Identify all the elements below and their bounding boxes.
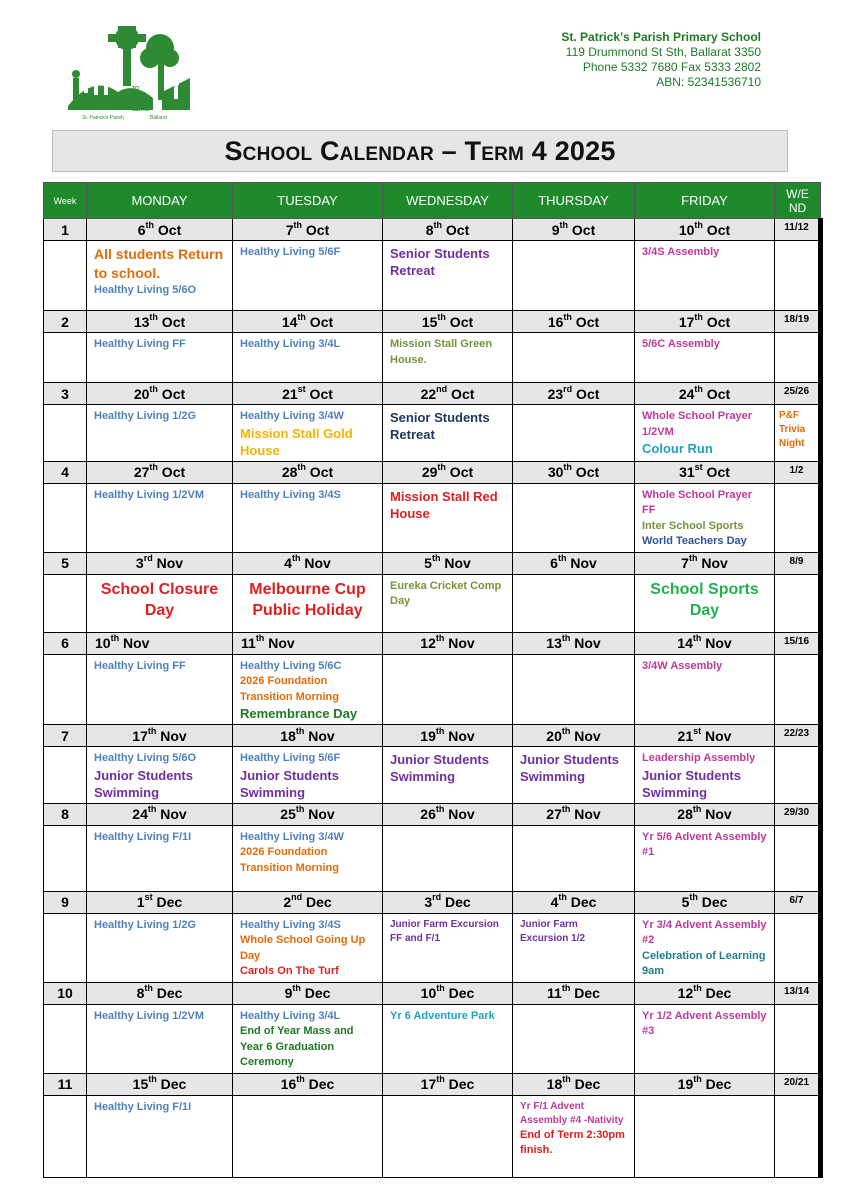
events-thursday — [513, 574, 635, 632]
date-monday: 10th Nov — [87, 632, 233, 654]
week-number: 4 — [44, 461, 87, 483]
date-friday: 17th Oct — [635, 311, 775, 333]
calendar-event: School Sports Day — [650, 580, 759, 619]
week-date-row — [44, 803, 821, 825]
calendar-event: 3/4S Assembly — [642, 246, 720, 258]
date-friday: 7th Nov — [635, 552, 775, 574]
calendar-event: Junior Students Swimming — [642, 767, 741, 800]
calendar-event: Healthy Living 3/4L — [240, 338, 341, 350]
week-date-row — [44, 982, 821, 1004]
events-wednesday — [383, 825, 513, 891]
date-monday: 6th Oct — [87, 219, 233, 241]
events-friday — [635, 913, 775, 982]
events-thursday — [513, 333, 635, 383]
calendar-event: Healthy Living 1/2VM — [94, 1009, 205, 1022]
week-date-row — [44, 461, 821, 483]
events-friday — [635, 1004, 775, 1073]
weekend-events — [775, 1004, 821, 1073]
week-date-row — [44, 552, 821, 574]
weekend-dates: 13/14 — [775, 982, 821, 1004]
events-tuesday — [233, 483, 383, 552]
calendar-event: Whole School Prayer 1/2VM — [642, 410, 753, 438]
events-thursday — [513, 405, 635, 462]
date-monday: 17th Nov — [87, 725, 233, 747]
events-monday — [87, 654, 233, 725]
events-monday — [87, 333, 233, 383]
calendar-event: Yr 1/2 Advent Assembly #3 — [642, 1009, 767, 1037]
events-monday — [87, 825, 233, 891]
weekend-dates: 20/21 — [775, 1073, 821, 1095]
weekend-dates: 1/2 — [775, 461, 821, 483]
date-wednesday: 12th Nov — [383, 632, 513, 654]
weekend-events — [775, 1095, 821, 1177]
week-number-blank — [44, 747, 87, 804]
week-number-blank — [44, 825, 87, 891]
calendar-event: Healthy Living FF — [94, 338, 186, 350]
date-tuesday: 16th Dec — [233, 1073, 383, 1095]
calendar-event: Junior Students Swimming — [94, 767, 193, 800]
events-wednesday — [383, 1095, 513, 1177]
header-wednesday: WEDNESDAY — [383, 183, 513, 219]
date-thursday: 9th Oct — [513, 219, 635, 241]
calendar-event: Healthy Living 5/6C — [240, 659, 342, 672]
calendar-event: Junior Students Swimming — [520, 752, 619, 784]
weekend-dates: 29/30 — [775, 803, 821, 825]
date-tuesday: 28th Oct — [233, 461, 383, 483]
calendar-header-row — [44, 183, 821, 219]
events-wednesday — [383, 333, 513, 383]
date-friday: 24th Oct — [635, 383, 775, 405]
events-friday — [635, 241, 775, 311]
date-monday: 20th Oct — [87, 383, 233, 405]
date-wednesday: 8th Oct — [383, 219, 513, 241]
date-tuesday: 7th Oct — [233, 219, 383, 241]
events-wednesday — [383, 483, 513, 552]
header-week: Week — [44, 183, 87, 219]
calendar-event: Healthy Living F/1I — [94, 830, 192, 843]
calendar-event: Yr 6 Adventure Park — [390, 1009, 495, 1022]
school-name: St. Patrick’s Parish Primary School — [561, 30, 761, 44]
date-wednesday: 10th Dec — [383, 982, 513, 1004]
date-friday: 28th Nov — [635, 803, 775, 825]
weekend-events — [775, 747, 821, 804]
date-monday: 24th Nov — [87, 803, 233, 825]
school-logo — [58, 22, 198, 122]
week-events-row — [44, 825, 821, 891]
calendar-event: Healthy Living 5/6O — [94, 752, 197, 764]
calendar-event: Healthy Living FF — [94, 659, 186, 672]
date-friday: 12th Dec — [635, 982, 775, 1004]
week-events-row — [44, 333, 821, 383]
weekend-events — [775, 913, 821, 982]
week-date-row — [44, 219, 821, 241]
events-friday — [635, 405, 775, 462]
date-wednesday: 22nd Oct — [383, 383, 513, 405]
week-events-row — [44, 405, 821, 462]
calendar-event: Junior Students Swimming — [390, 752, 489, 784]
calendar-event: 3/4W Assembly — [642, 659, 723, 672]
calendar-event: Colour Run — [642, 441, 713, 456]
weekend-event: P&F Trivia Night — [779, 410, 806, 449]
calendar-event: 2026 Foundation Transition Morning — [240, 675, 339, 703]
term-calendar-table — [43, 182, 823, 1178]
events-friday — [635, 747, 775, 804]
events-monday — [87, 1095, 233, 1177]
school-contact-info — [561, 30, 761, 90]
week-number: 11 — [44, 1073, 87, 1095]
date-tuesday: 11th Nov — [233, 632, 383, 654]
events-thursday — [513, 913, 635, 982]
week-number-blank — [44, 405, 87, 462]
calendar-event: Mission Stall Green House. — [390, 338, 493, 366]
week-events-row — [44, 574, 821, 632]
events-monday — [87, 483, 233, 552]
weekend-dates: 25/26 — [775, 383, 821, 405]
events-tuesday — [233, 1095, 383, 1177]
calendar-event: 2026 Foundation Transition Morning — [240, 846, 339, 874]
calendar-event: Mission Stall Gold House — [240, 425, 353, 458]
calendar-event: Healthy Living 3/4W — [240, 830, 344, 843]
events-monday — [87, 747, 233, 804]
date-tuesday: 9th Dec — [233, 982, 383, 1004]
date-monday: 3rd Nov — [87, 552, 233, 574]
calendar-event: Eureka Cricket Comp Day — [390, 579, 502, 607]
date-wednesday: 19th Nov — [383, 725, 513, 747]
calendar-event: Healthy Living 3/4W — [240, 410, 344, 422]
calendar-event: Healthy Living 3/4S — [240, 488, 341, 501]
events-thursday — [513, 1095, 635, 1177]
svg-text:LOVE: LOVE — [132, 92, 146, 98]
date-thursday: 4th Dec — [513, 891, 635, 913]
calendar-event: Healthy Living 3/4S — [240, 918, 341, 931]
events-wednesday — [383, 747, 513, 804]
calendar-event: Mission Stall Red House — [390, 488, 498, 521]
week-events-row — [44, 483, 821, 552]
date-tuesday: 21st Oct — [233, 383, 383, 405]
events-tuesday — [233, 574, 383, 632]
date-wednesday: 17th Dec — [383, 1073, 513, 1095]
svg-text:TO: TO — [132, 102, 139, 108]
events-wednesday — [383, 913, 513, 982]
date-friday: 14th Nov — [635, 632, 775, 654]
events-wednesday — [383, 574, 513, 632]
date-friday: 21st Nov — [635, 725, 775, 747]
date-monday: 8th Dec — [87, 982, 233, 1004]
date-thursday: 13th Nov — [513, 632, 635, 654]
calendar-event: Healthy Living 1/2VM — [94, 488, 205, 501]
events-friday — [635, 825, 775, 891]
week-number-blank — [44, 574, 87, 632]
date-thursday: 18th Dec — [513, 1073, 635, 1095]
week-number: 10 — [44, 982, 87, 1004]
weekend-dates: 18/19 — [775, 311, 821, 333]
calendar-event: Leadership Assembly — [642, 752, 756, 764]
events-tuesday — [233, 241, 383, 311]
weekend-events — [775, 483, 821, 552]
events-tuesday — [233, 825, 383, 891]
events-thursday — [513, 825, 635, 891]
events-wednesday — [383, 654, 513, 725]
events-monday — [87, 241, 233, 311]
weekend-dates: 15/16 — [775, 632, 821, 654]
date-thursday: 27th Nov — [513, 803, 635, 825]
svg-text:Ballarat: Ballarat — [150, 115, 167, 121]
date-wednesday: 15th Oct — [383, 311, 513, 333]
date-wednesday: 29th Oct — [383, 461, 513, 483]
date-thursday: 23rd Oct — [513, 383, 635, 405]
calendar-event: Whole School Going Up Day — [240, 934, 366, 962]
week-number: 8 — [44, 803, 87, 825]
calendar-title-box — [52, 130, 788, 172]
weekend-events — [775, 574, 821, 632]
events-thursday — [513, 483, 635, 552]
calendar-event: Celebration of Learning 9am — [642, 949, 766, 977]
weekend-dates: 22/23 — [775, 725, 821, 747]
date-thursday: 6th Nov — [513, 552, 635, 574]
events-monday — [87, 405, 233, 462]
date-thursday: 30th Oct — [513, 461, 635, 483]
week-number: 6 — [44, 632, 87, 654]
week-date-row — [44, 725, 821, 747]
week-number: 1 — [44, 219, 87, 241]
date-tuesday: 2nd Dec — [233, 891, 383, 913]
week-date-row — [44, 311, 821, 333]
date-monday: 1st Dec — [87, 891, 233, 913]
date-monday: 27th Oct — [87, 461, 233, 483]
events-thursday — [513, 654, 635, 725]
calendar-event: Healthy Living 1/2G — [94, 918, 197, 931]
svg-text:SERVE: SERVE — [132, 107, 149, 113]
date-thursday: 16th Oct — [513, 311, 635, 333]
events-thursday — [513, 747, 635, 804]
date-thursday: 20th Nov — [513, 725, 635, 747]
calendar-event: Yr F/1 Advent Assembly #4 -Nativity — [520, 1100, 624, 1126]
week-events-row — [44, 913, 821, 982]
week-date-row — [44, 383, 821, 405]
header-monday: MONDAY — [87, 183, 233, 219]
week-events-row — [44, 654, 821, 725]
calendar-event: Junior Students Swimming — [240, 767, 339, 800]
week-number: 3 — [44, 383, 87, 405]
calendar-event: Healthy Living 3/4L — [240, 1009, 341, 1022]
school-address: 119 Drummond St Sth, Ballarat 3350 — [565, 45, 761, 59]
events-tuesday — [233, 405, 383, 462]
events-friday — [635, 483, 775, 552]
week-number: 2 — [44, 311, 87, 333]
events-monday — [87, 574, 233, 632]
date-tuesday: 14th Oct — [233, 311, 383, 333]
date-wednesday: 26th Nov — [383, 803, 513, 825]
calendar-event: End of Term 2:30pm finish. — [520, 1128, 625, 1156]
calendar-event: Junior Farm Excursion FF and F/1 — [390, 918, 499, 944]
calendar-event: Healthy Living 1/2G — [94, 410, 197, 422]
calendar-event: Remembrance Day — [240, 706, 358, 721]
calendar-event: Healthy Living 5/6O — [94, 284, 197, 296]
calendar-event: Senior Students Retreat — [390, 246, 490, 278]
events-wednesday — [383, 1004, 513, 1073]
events-monday — [87, 913, 233, 982]
week-date-row — [44, 1073, 821, 1095]
week-number: 9 — [44, 891, 87, 913]
svg-text:IS: IS — [132, 97, 137, 103]
week-number-blank — [44, 1095, 87, 1177]
week-number-blank — [44, 241, 87, 311]
events-tuesday — [233, 747, 383, 804]
calendar-event: Melbourne Cup Public Holiday — [249, 580, 366, 619]
calendar-event: School Closure Day — [100, 580, 219, 619]
page-title: School Calendar – Term 4 2025 — [224, 135, 616, 166]
events-wednesday — [383, 405, 513, 462]
calendar-event: All students Return to school. — [94, 246, 224, 281]
events-tuesday — [233, 333, 383, 383]
weekend-dates: 11/12 — [775, 219, 821, 241]
date-thursday: 11th Dec — [513, 982, 635, 1004]
date-tuesday: 18th Nov — [233, 725, 383, 747]
date-friday: 5th Dec — [635, 891, 775, 913]
week-number: 7 — [44, 725, 87, 747]
calendar-event: World Teachers Day — [642, 535, 747, 547]
date-tuesday: 4th Nov — [233, 552, 383, 574]
school-crest-icon — [58, 22, 198, 122]
header-thursday: THURSDAY — [513, 183, 635, 219]
calendar-event: Healthy Living F/1I — [94, 1100, 192, 1113]
week-number-blank — [44, 654, 87, 725]
calendar-body — [44, 219, 821, 1178]
week-events-row — [44, 1004, 821, 1073]
date-tuesday: 25th Nov — [233, 803, 383, 825]
events-wednesday — [383, 241, 513, 311]
week-events-row — [44, 747, 821, 804]
date-monday: 13th Oct — [87, 311, 233, 333]
date-friday: 19th Dec — [635, 1073, 775, 1095]
events-friday — [635, 574, 775, 632]
date-monday: 15th Dec — [87, 1073, 233, 1095]
school-phone: Phone 5332 7680 Fax 5333 2802 — [582, 60, 761, 74]
calendar-event: Healthy Living 5/6F — [240, 752, 341, 764]
svg-text:St. Patrick's Parish: St. Patrick's Parish — [82, 115, 124, 121]
calendar-event: Yr 3/4 Advent Assembly #2 — [642, 918, 767, 946]
events-friday — [635, 333, 775, 383]
events-friday — [635, 1095, 775, 1177]
svg-text:TO: TO — [132, 86, 139, 92]
events-thursday — [513, 241, 635, 311]
events-friday — [635, 654, 775, 725]
week-number-blank — [44, 333, 87, 383]
calendar-event: Whole School Prayer FF — [642, 488, 753, 516]
week-number-blank — [44, 913, 87, 982]
events-thursday — [513, 1004, 635, 1073]
calendar-event: Yr 5/6 Advent Assembly #1 — [642, 830, 767, 858]
week-number: 5 — [44, 552, 87, 574]
weekend-events — [775, 654, 821, 725]
date-wednesday: 5th Nov — [383, 552, 513, 574]
date-friday: 10th Oct — [635, 219, 775, 241]
calendar-event: Healthy Living 5/6F — [240, 246, 341, 258]
events-tuesday — [233, 913, 383, 982]
events-tuesday — [233, 654, 383, 725]
weekend-dates: 6/7 — [775, 891, 821, 913]
header-friday: FRIDAY — [635, 183, 775, 219]
calendar-event: Senior Students Retreat — [390, 410, 490, 442]
weekend-events — [775, 825, 821, 891]
calendar-event: End of Year Mass and Year 6 Graduation Ceremony — [240, 1025, 354, 1068]
week-number-blank — [44, 1004, 87, 1073]
header-weekend: W/E ND — [775, 183, 821, 219]
week-events-row — [44, 1095, 821, 1177]
calendar-event: Inter School Sports — [642, 519, 744, 532]
week-events-row — [44, 241, 821, 311]
header-tuesday: TUESDAY — [233, 183, 383, 219]
weekend-events — [775, 333, 821, 383]
school-abn: ABN: 52341536710 — [656, 75, 761, 89]
date-wednesday: 3rd Dec — [383, 891, 513, 913]
calendar-event: Carols On The Turf — [240, 965, 339, 977]
events-tuesday — [233, 1004, 383, 1073]
date-friday: 31st Oct — [635, 461, 775, 483]
calendar-event: Junior Farm Excursion 1/2 — [520, 918, 586, 944]
week-number-blank — [44, 483, 87, 552]
calendar-event: 5/6C Assembly — [642, 338, 720, 350]
events-monday — [87, 1004, 233, 1073]
weekend-dates: 8/9 — [775, 552, 821, 574]
week-date-row — [44, 632, 821, 654]
weekend-events — [775, 241, 821, 311]
week-date-row — [44, 891, 821, 913]
weekend-events — [775, 405, 821, 462]
